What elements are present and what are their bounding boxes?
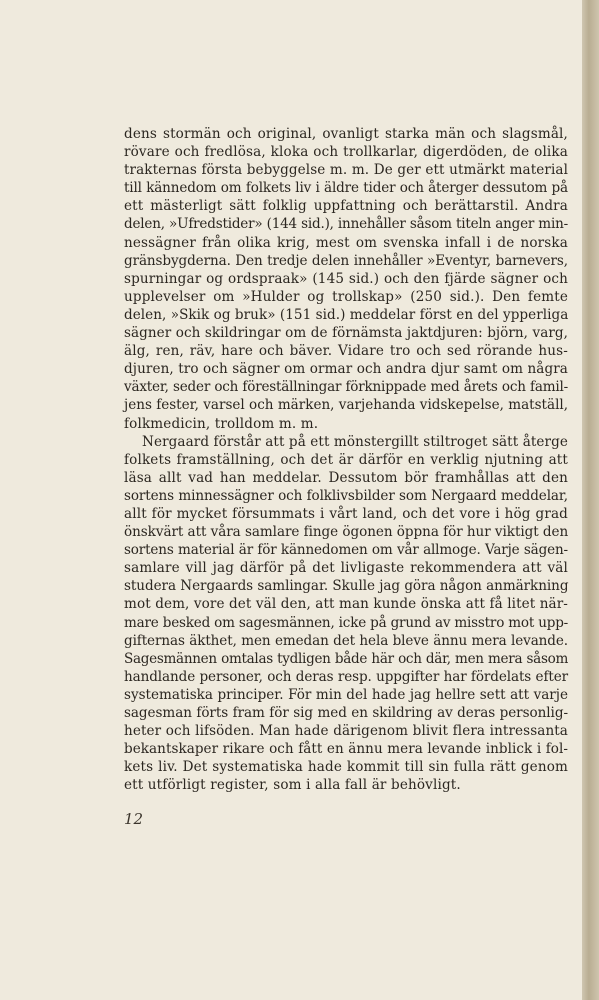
text-line: delen, »Skik og bruk» (151 sid.) meddelar först en del ypperliga	[124, 306, 569, 323]
text-line: ett mästerligt sätt folklig uppfattning och berättarstil. Andra	[124, 198, 568, 215]
text-line: sägner och skildringar om de förnämsta jaktdjuren: björn, varg,	[124, 325, 568, 342]
text-line: folkmedicin, trolldom m. m.	[124, 415, 319, 432]
text-line: rövare och fredlösa, kloka och trollkarlar, digerdöden, de olika	[124, 144, 568, 161]
text-line: allt för mycket försummats i vårt land, och det vore i hög grad	[124, 505, 568, 522]
text-line: heter och lifsöden. Man hade därigenom blivit flera intressanta	[124, 723, 568, 740]
text-line: samlare vill jag därför på det livligaste rekommendera att väl	[124, 560, 568, 577]
text-line: sortens minnessägner och folklivsbilder som Nergaard meddelar,	[124, 487, 568, 504]
text-line: spurningar og ordspraak» (145 sid.) och den fjärde sägner och	[124, 270, 568, 287]
text-line: upplevelser om »Hulder og trollskap» (250 sid.). Den femte	[124, 288, 568, 305]
text-line: Nergaard förstår att på ett mönstergillt stiltroget sätt återge	[142, 433, 568, 450]
text-line: bekantskaper rikare och fått en ännu mera levande inblick i fol-	[124, 741, 568, 758]
text-line: växter, seder och föreställningar förknippade med årets och famil-	[124, 379, 568, 396]
text-line: systematiska principer. För min del hade jag hellre sett att varje	[124, 686, 568, 703]
text-line: delen, »Ufredstider» (144 sid.), innehåller såsom titeln anger min-	[124, 216, 568, 233]
page-number: 12	[124, 810, 144, 828]
paragraph-2	[124, 433, 568, 795]
text-line: Sagesmännen omtalas tydligen både här och där, men mera såsom	[124, 650, 568, 667]
text-line: trakternas första bebyggelse m. m. De ger ett utmärkt material	[124, 162, 568, 179]
paragraph-1	[124, 125, 568, 433]
text-line: sortens material är för kännedomen om vår allmoge. Varje sägen-	[124, 542, 568, 559]
text-line: kets liv. Det systematiska hade kommit till sin fulla rätt genom	[124, 759, 568, 776]
text-line: jens fester, varsel och märken, varjehanda vidskepelse, matställ,	[124, 397, 569, 414]
text-line: mare besked om sagesmännen, icke på grund av misstro mot upp-	[124, 614, 569, 631]
text-line: gränsbygderna. Den tredje delen innehåller »Eventyr, barnevers,	[124, 252, 568, 269]
text-line: önskvärt att våra samlare finge ögonen öppna för hur viktigt den	[124, 524, 569, 541]
text-line: sagesman förts fram för sig med en skildring av deras personlig-	[124, 705, 568, 721]
text-line: älg, ren, räv, hare och bäver. Vidare tro och sed rörande hus-	[124, 343, 568, 360]
body-text	[124, 125, 568, 794]
text-line: läsa allt vad han meddelar. Dessutom bör framhållas att den	[124, 469, 568, 486]
text-line: mot dem, vore det väl den, att man kunde önska att få litet när-	[124, 596, 568, 613]
text-line: studera Nergaards samlingar. Skulle jag göra någon anmärkning	[124, 578, 569, 595]
text-line: folkets framställning, och det är därför en verklig njutning att	[124, 451, 568, 468]
page-edge-shadow	[582, 0, 599, 1000]
text-line: gifternas äkthet, men emedan det hela bleve ännu mera levande.	[124, 632, 568, 649]
text-line: dens stormän och original, ovanligt starka män och slagsmål,	[124, 126, 568, 142]
text-line: ett utförligt register, som i alla fall är behövligt.	[124, 777, 461, 794]
text-line: djuren, tro och sägner om ormar och andra djur samt om några	[124, 361, 568, 378]
text-line: till kännedom om folkets liv i äldre tider och återger dessutom på	[124, 180, 568, 197]
text-line: handlande personer, och deras resp. uppgifter har fördelats efter	[124, 668, 568, 685]
text-line: nessägner från olika krig, mest om svenska infall i de norska	[124, 234, 568, 251]
